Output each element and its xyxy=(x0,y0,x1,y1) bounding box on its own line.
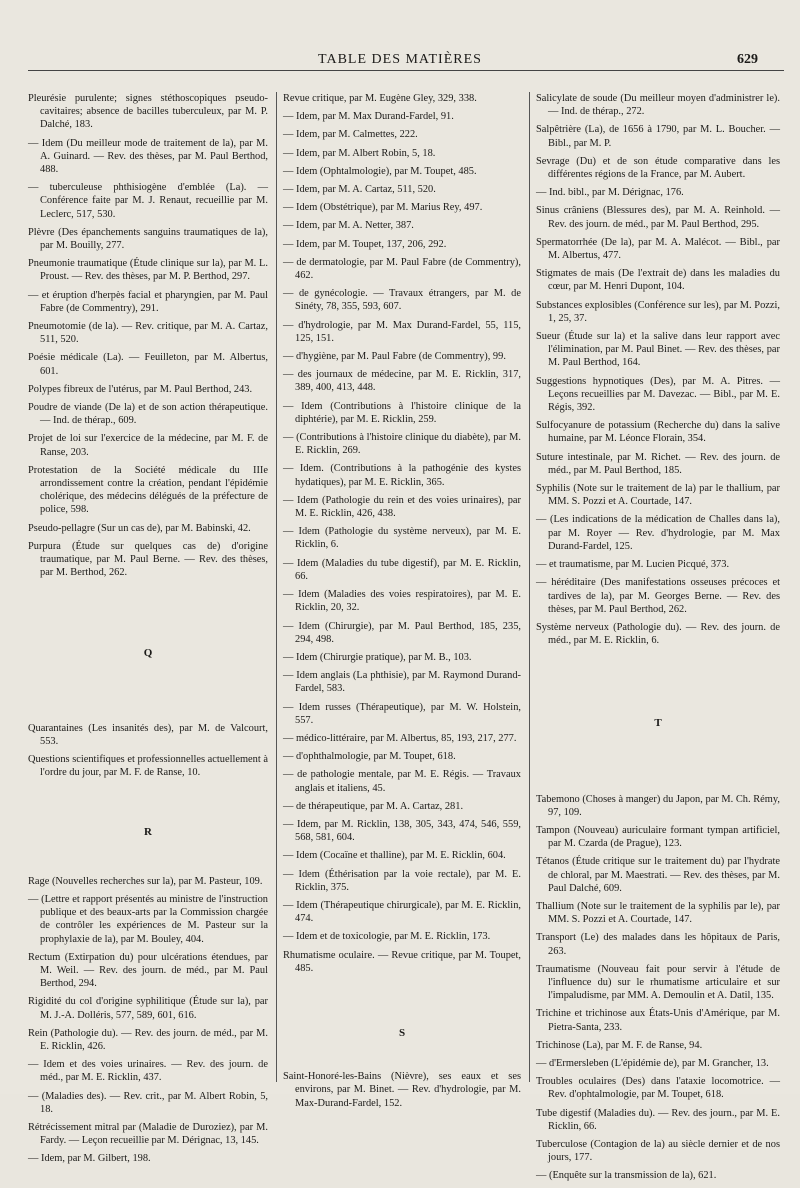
index-entry: — Idem, par M. Albert Robin, 5, 18. xyxy=(283,147,436,159)
index-entry: Quarantaines (Les insanités des), par M. de Valcourt, 553. xyxy=(28,722,268,747)
index-entry: Troubles oculaires (Des) dans l'ataxie locomotrice. — Rev. d'ophtalmologie, par M. Toupet, 618. xyxy=(536,1076,780,1101)
index-entry: — Idem (Ophtalmologie), par M. Toupet, 485. xyxy=(283,165,477,177)
index-entry: Tabemono (Choses à manger) du Japon, par M. Ch. Rémy, 97, 109. xyxy=(536,793,780,818)
index-entry: — Idem (Éthérisation par la voie rectale), par M. E. Ricklin, 375. xyxy=(283,868,521,893)
index-entry: — Idem, par M. A. Cartaz, 511, 520. xyxy=(283,184,436,196)
index-entry: — des journaux de médecine, par M. E. Ricklin, 317, 389, 400, 413, 448. xyxy=(283,369,521,394)
index-entry: Trichinose (La), par M. F. de Ranse, 94. xyxy=(536,1039,703,1051)
index-entry: Salicylate de soude (Du meilleur moyen d'administrer le). — Ind. de thérap., 272. xyxy=(536,93,780,118)
index-entry: Spermatorrhée (De la), par M. A. Malécot. — Bibl., par M. Albertus, 477. xyxy=(536,236,780,262)
index-entry: — héréditaire (Des manifestations osseuses précoces et tardives de la), par M. Georges Berne. — Rev. des thèses, par M. Paul Berthod, 262. xyxy=(536,577,780,615)
index-entry: — d'hydrologie, par M. Max Durand-Fardel, 55, 115, 125, 151. xyxy=(283,319,521,344)
index-entry: Tétanos (Étude critique sur le traitement du) par l'hydrate de chloral, par M. Maestrati. — Rev. des thèses, par M. Paul Dalché, 609. xyxy=(536,856,780,894)
index-entry: — Idem (Cocaïne et thalline), par M. E. Ricklin, 604. xyxy=(283,850,506,862)
index-entry: — Idem. (Contributions à la pathogénie des kystes hydatiques), par M. E. Ricklin, 365. xyxy=(283,463,521,488)
index-column-3 xyxy=(536,92,780,1188)
index-entry: — Idem (Maladies du tube digestif), par M. E. Ricklin, 66. xyxy=(283,557,521,582)
index-entry-list xyxy=(536,92,780,647)
index-entry: — Idem, par M. A. Netter, 387. xyxy=(283,220,414,232)
index-entry: — médico-littéraire, par M. Albertus, 85, 193, 217, 277. xyxy=(283,732,517,744)
index-entry: — et traumatisme, par M. Lucien Picqué, 373. xyxy=(536,559,730,571)
index-entry: — de thérapeutique, par M. A. Cartaz, 281. xyxy=(283,800,464,812)
index-entry: — Idem (Thérapeutique chirurgicale), par M. E. Ricklin, 474. xyxy=(283,899,521,925)
index-entry: Syphilis (Note sur le traitement de la) par le thallium, par MM. S. Pozzi et A. Courtade, 147. xyxy=(536,483,780,508)
index-entry: — Ind. bibl., par M. Dérignac, 176. xyxy=(536,187,684,199)
index-entry: — (Enquête sur la transmission de la), 621. xyxy=(536,1170,717,1182)
index-entry: — Idem, par M. Gilbert, 198. xyxy=(28,1153,151,1165)
index-entry: Thallium (Note sur le traitement de la syphilis par le), par MM. S. Pozzi et A. Courtade, 147. xyxy=(536,900,780,926)
index-entry: Suggestions hypnotiques (Des), par M. A. Pitres. — Leçons recueillies par M. Davezac. — Bibl., par M. E. Régis, 392. xyxy=(536,375,780,414)
index-entry: Salpêtrière (La), de 1656 à 1790, par M. L. Boucher. — Bibl., par M. P. xyxy=(536,124,780,149)
index-entry: — Idem, par M. Ricklin, 138, 305, 343, 474, 546, 559, 568, 581, 604. xyxy=(283,818,521,844)
section-letter-q: Q xyxy=(143,646,153,659)
index-entry: Rigidité du col d'origine syphilitique (Étude sur la), par M. J.-A. Dolléris, 577, 589, 601, 616. xyxy=(28,996,268,1021)
index-entry: — (Les indications de la médication de Challes dans la), par M. Royer — Rev. d'hydrologie, par M. Max Durand-Fardel, 125. xyxy=(536,514,780,552)
index-entry: Trichine et trichinose aux États-Unis d'Amérique, par M. Pietra-Santa, 233. xyxy=(536,1008,780,1033)
index-entry-list xyxy=(28,92,268,580)
index-entry: — Idem, par M. Toupet, 137, 206, 292. xyxy=(283,238,447,250)
index-entry: Pneumotomie (de la). — Rev. critique, par M. A. Cartaz, 511, 520. xyxy=(28,321,268,346)
column-divider xyxy=(276,92,277,1082)
section-letter-r: R xyxy=(144,825,152,838)
index-entry: Sevrage (Du) et de son étude comparative dans les différentes régions de la France, par M. Aubert. xyxy=(536,155,780,181)
column-divider xyxy=(529,92,530,1082)
index-entry: — Idem (Du meilleur mode de traitement de la), par M. A. Guinard. — Rev. des thèses, par M. Paul Berthod, 488. xyxy=(28,137,268,176)
index-entry: Sulfocyanure de potassium (Recherche du) dans la salive humaine, par M. Léonce Florain, 354. xyxy=(536,420,780,445)
index-entry: Poudre de viande (De la) et de son action thérapeutique. — Ind. de thérap., 609. xyxy=(28,402,268,427)
index-entry: Système nerveux (Pathologie du). — Rev. des journ. de méd., par M. E. Ricklin, 6. xyxy=(536,621,780,647)
index-entry: — d'Ermersleben (L'épidémie de), par M. Grancher, 13. xyxy=(536,1057,769,1069)
index-entry: — tuberculeuse phthisiogène d'emblée (La). — Conférence faite par M. J. Renaut, recueillie par M. Leclerc, 517, 530. xyxy=(28,182,268,220)
index-entry: Stigmates de mais (De l'extrait de) dans les maladies du cœur, par M. Henri Dupont, 104. xyxy=(536,268,780,293)
index-entry: — Idem (Obstétrique), par M. Marius Rey, 497. xyxy=(283,202,483,214)
index-entry: — Idem (Maladies des voies respiratoires), par M. E. Ricklin, 20, 32. xyxy=(283,589,521,614)
index-entry: Substances explosibles (Conférence sur les), par M. Pozzi, 1, 25, 37. xyxy=(536,299,780,324)
index-entry: — et éruption d'herpès facial et pharyngien, par M. Paul Fabre (de Commentry), 291. xyxy=(28,289,268,314)
index-entry: — d'hygiène, par M. Paul Fabre (de Commentry), 99. xyxy=(283,351,506,363)
index-entry: Traumatisme (Nouveau fait pour servir à l'étude de l'influence du) sur le rhumatisme articulaire et sur l'impaludisme, par MM. A. Demoulin et A. Datil, 135. xyxy=(536,963,780,1002)
index-entry: — Idem anglais (La phthisie), par M. Raymond Durand-Fardel, 583. xyxy=(283,670,521,695)
index-entry: Pneumonie traumatique (Étude clinique sur la), par M. L. Proust. — Rev. des thèses, par M. P. Berthod, 297. xyxy=(28,258,268,283)
index-entry: — Idem (Contributions à l'histoire clinique de la diphtérie), par M. E. Ricklin, 259. xyxy=(283,400,521,425)
index-entry-list xyxy=(28,722,268,780)
index-entry: Tuberculose (Contagion de la) au siècle dernier et de nos jours, 177. xyxy=(536,1138,780,1164)
index-entry: Plèvre (Des épanchements sanguins traumatiques de la), par M. Bouilly, 277. xyxy=(28,226,268,252)
index-entry: Tube digestif (Maladies du). — Rev. des journ., par M. E. Ricklin, 66. xyxy=(536,1107,780,1132)
index-entry: Revue critique, par M. Eugène Gley, 329, 338. xyxy=(283,93,477,104)
index-column-2 xyxy=(283,92,521,1115)
index-entry: — (Contributions à l'histoire clinique du diabète), par M. E. Ricklin, 269. xyxy=(283,432,521,457)
index-entry: Transport (Le) des malades dans les hôpitaux de Paris, 263. xyxy=(536,932,780,957)
index-entry: Suture intestinale, par M. Richet. — Rev. des journ. de méd., par M. Paul Berthod, 185. xyxy=(536,451,780,476)
index-entry: Saint-Honoré-les-Bains (Nièvre), ses eaux et ses environs, par M. Binet. — Rev. d'hydrologie, par M. Max-Durand-Fardel, 152. xyxy=(283,1071,521,1109)
index-entry: — Idem (Pathologie du système nerveux), par M. E. Ricklin, 6. xyxy=(283,526,521,551)
index-entry: — Idem et de toxicologie, par M. E. Ricklin, 173. xyxy=(283,931,491,943)
index-entry: — de dermatologie, par M. Paul Fabre (de Commentry), 462. xyxy=(283,256,521,282)
index-entry: — (Maladies des). — Rev. crit., par M. Albert Robin, 5, 18. xyxy=(28,1090,268,1115)
index-entry: — Idem russes (Thérapeutique), par M. W. Holstein, 557. xyxy=(283,701,521,726)
index-entry: — Idem et des voies urinaires. — Rev. des journ. de méd., par M. E. Ricklin, 437. xyxy=(28,1059,268,1084)
index-entry: Rhumatisme oculaire. — Revue critique, par M. Toupet, 485. xyxy=(283,949,521,974)
index-entry: — Idem (Chirurgie pratique), par M. B., 103. xyxy=(283,651,472,663)
index-entry: Polypes fibreux de l'utérus, par M. Paul Berthod, 243. xyxy=(28,383,253,395)
index-entry: Rectum (Extirpation du) pour ulcérations étendues, par M. Weil. — Rev. des journ. de méd., par M. Paul Berthod, 294. xyxy=(28,951,268,990)
index-entry: — de gynécologie. — Travaux étrangers, par M. de Sinéty, 78, 355, 593, 607. xyxy=(283,288,521,313)
index-entry: Sinus crâniens (Blessures des), par M. A. Reinhold. — Rev. des journ. de méd., par M. Paul Berthod, 295. xyxy=(536,205,780,230)
index-entry-list xyxy=(536,793,780,1183)
index-entry: Pseudo-pellagre (Sur un cas de), par M. Babinski, 42. xyxy=(28,522,251,534)
section-letter-s: S xyxy=(398,1026,406,1039)
index-entry: — (Lettre et rapport présentés au ministre de l'instruction publique et des beaux-arts par la Commission chargée de contrôler les expériences de M. Pasteur sur la prophylaxie de la), par M. Bouley, 404. xyxy=(28,893,268,945)
header-rule xyxy=(28,70,784,71)
index-entry: Rein (Pathologie du). — Rev. des journ. de méd., par M. E. Ricklin, 426. xyxy=(28,1027,268,1052)
index-entry: — Idem (Pathologie du rein et des voies urinaires), par M. E. Ricklin, 426, 438. xyxy=(283,494,521,520)
index-entry: Sueur (Étude sur la) et la salive dans leur rapport avec l'élimination, par M. Paul Binet. — Rev. des thèses, par M. Paul Berthod, 164. xyxy=(536,331,780,369)
index-entry: — d'ophthalmologie, par M. Toupet, 618. xyxy=(283,751,456,763)
index-entry: Projet de loi sur l'exercice de la médecine, par M. F. de Ranse, 203. xyxy=(28,433,268,458)
index-entry: Rage (Nouvelles recherches sur la), par M. Pasteur, 109. xyxy=(28,875,263,887)
index-entry: Rétrécissement mitral par (Maladie de Duroziez), par M. Fardy. — Leçon recueillie par M. Dérignac, 13, 145. xyxy=(28,1121,268,1147)
index-entry-list xyxy=(28,875,268,1166)
index-entry-list xyxy=(283,92,521,975)
page-title: TABLE DES MATIÈRES xyxy=(318,52,482,67)
index-entry: — Idem, par M. Max Durand-Fardel, 91. xyxy=(283,111,454,123)
index-entry: — Idem, par M. Calmettes, 222. xyxy=(283,129,418,141)
index-entry-list xyxy=(283,1070,521,1110)
index-entry: — de pathologie mentale, par M. E. Régis. — Travaux anglais et italiens, 45. xyxy=(283,769,521,794)
index-entry: — Idem (Chirurgie), par M. Paul Berthod, 185, 235, 294, 498. xyxy=(283,620,521,645)
index-entry: Poésie médicale (La). — Feuilleton, par M. Albertus, 601. xyxy=(28,352,268,377)
index-entry: Tampon (Nouveau) auriculaire formant tympan artificiel, par M. Czarda (de Prague), 123. xyxy=(536,824,780,850)
index-column-1 xyxy=(28,92,268,1171)
index-entry: Purpura (Étude sur quelques cas de) d'origine traumatique, par M. Paul Berne. — Rev. des thèses, par M. Berthod, 262. xyxy=(28,540,268,579)
page-number: 629 xyxy=(737,52,758,67)
section-letter-t: T xyxy=(654,717,662,730)
index-entry: Questions scientifiques et professionnelles actuellement à l'ordre du jour, par M. F. de Ranse, 10. xyxy=(28,754,268,779)
index-entry: Protestation de la Société médicale du IIIe arrondissement contre la création, pendant l'épidémie cholérique, des médecins délégués de la préfecture de police, 598. xyxy=(28,464,268,516)
index-entry: Pleurésie purulente; signes stéthoscopiques pseudo-cavitaires; absence de bacilles tuberculeux, par M. P. Dalché, 183. xyxy=(28,93,268,131)
